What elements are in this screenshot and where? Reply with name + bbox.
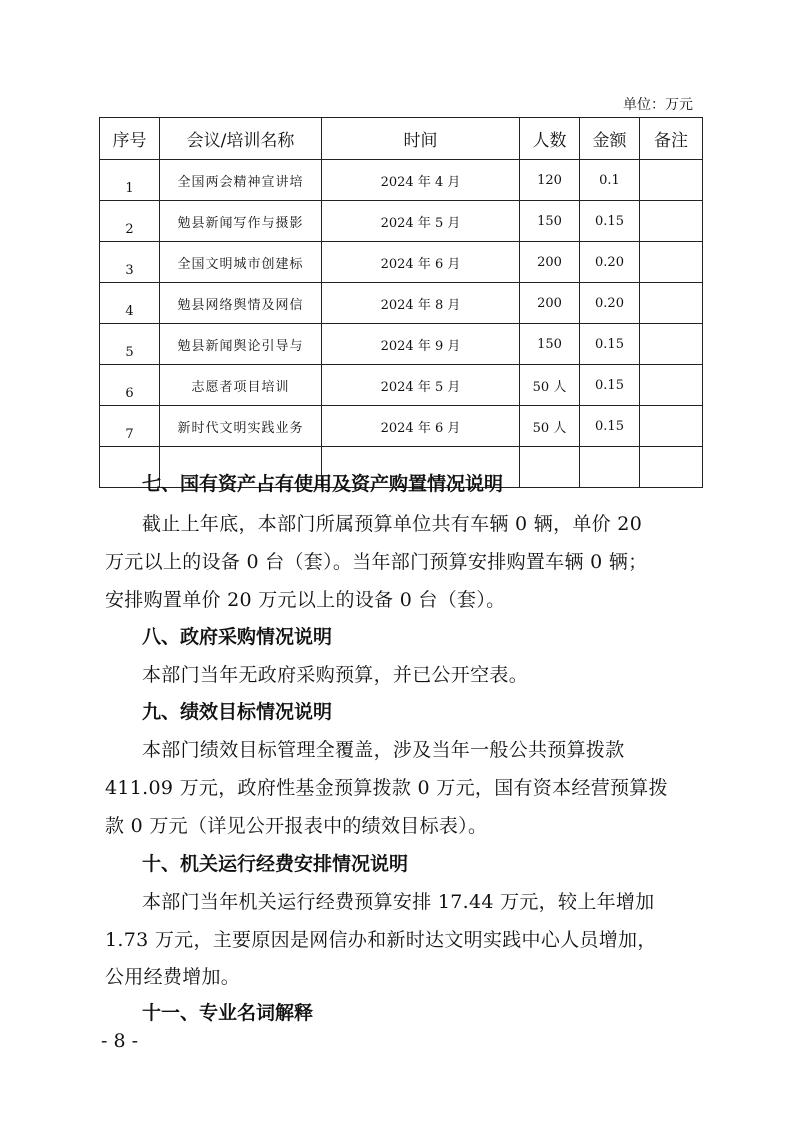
section-10-line-1: 本部门当年机关运行经费预算安排 17.44 万元，较上年增加 xyxy=(142,891,655,913)
cell-amount: 0.1 xyxy=(580,160,640,201)
cell-people: 150 xyxy=(520,201,580,242)
cell-time: 2024 年 5 月 xyxy=(322,201,520,242)
section-7-line-2: 万元以上的设备 0 台（套）。当年部门预算安排购置车辆 0 辆； xyxy=(105,551,648,573)
cell-time: 2024 年 6 月 xyxy=(322,242,520,283)
cell-no: 4 xyxy=(100,283,160,324)
table-row xyxy=(100,324,703,365)
section-8-line-1: 本部门当年无政府采购预算，并已公开空表。 xyxy=(142,664,529,686)
col-header-note: 备注 xyxy=(640,118,703,160)
cell-no: 1 xyxy=(100,160,160,201)
col-header-people: 人数 xyxy=(520,118,580,160)
section-7-line-3: 安排购置单价 20 万元以上的设备 0 台（套）。 xyxy=(105,589,506,611)
cell-note xyxy=(640,201,703,242)
cell-people xyxy=(520,447,580,488)
cell-amount: 0.20 xyxy=(580,283,640,324)
cell-amount: 0.20 xyxy=(580,242,640,283)
section-10-line-3: 公用经费增加。 xyxy=(105,966,241,988)
section-11-heading: 十一、专业名词解释 xyxy=(142,1002,314,1024)
cell-amount: 0.15 xyxy=(580,406,640,447)
cell-amount: 0.15 xyxy=(580,365,640,406)
cell-people: 120 xyxy=(520,160,580,201)
cell-no: 7 xyxy=(100,406,160,447)
cell-amount: 0.15 xyxy=(580,324,640,365)
section-9-line-2: 411.09 万元，政府性基金预算拨款 0 万元，国有资本经营预算拨 xyxy=(105,777,668,799)
cell-no: 6 xyxy=(100,365,160,406)
cell-name: 新时代文明实践业务 xyxy=(160,406,322,447)
section-8-heading: 八、政府采购情况说明 xyxy=(142,626,333,648)
cell-note xyxy=(640,242,703,283)
cell-time: 2024 年 9 月 xyxy=(322,324,520,365)
cell-time: 2024 年 8 月 xyxy=(322,283,520,324)
cell-name: 勉县网络舆情及网信 xyxy=(160,283,322,324)
col-header-time: 时间 xyxy=(322,118,520,160)
table-row xyxy=(100,283,703,324)
cell-name: 勉县新闻写作与摄影 xyxy=(160,201,322,242)
cell-people: 150 xyxy=(520,324,580,365)
cell-no: 3 xyxy=(100,242,160,283)
section-10-line-2: 1.73 万元，主要原因是网信办和新时达文明实践中心人员增加， xyxy=(105,929,657,951)
page-number: - 8 - xyxy=(101,1030,139,1052)
section-9-line-3: 款 0 万元（详见公开报表中的绩效目标表）。 xyxy=(105,815,488,837)
section-9-line-1: 本部门绩效目标管理全覆盖，涉及当年一般公共预算拨款 xyxy=(142,739,625,761)
section-7-line-1: 截止上年底，本部门所属预算单位共有车辆 0 辆，单价 20 xyxy=(142,513,643,535)
table-row xyxy=(100,406,703,447)
cell-note xyxy=(640,324,703,365)
cell-amount: 0.15 xyxy=(580,201,640,242)
cell-no: 2 xyxy=(100,201,160,242)
cell-time: 2024 年 4 月 xyxy=(322,160,520,201)
cell-name: 全国两会精神宣讲培 xyxy=(160,160,322,201)
cell-note xyxy=(640,447,703,488)
section-9-heading: 九、绩效目标情况说明 xyxy=(142,701,333,723)
col-header-name: 会议/培训名称 xyxy=(160,118,322,160)
table-header-row xyxy=(100,118,703,160)
table-row xyxy=(100,365,703,406)
cell-people: 50 人 xyxy=(520,406,580,447)
cell-amount xyxy=(580,447,640,488)
cell-time: 2024 年 5 月 xyxy=(322,365,520,406)
col-header-amount: 金额 xyxy=(580,118,640,160)
section-7-heading: 七、国有资产占有使用及资产购置情况说明 xyxy=(142,473,504,495)
cell-people: 50 人 xyxy=(520,365,580,406)
cell-name: 志愿者项目培训 xyxy=(160,365,322,406)
cell-note xyxy=(640,406,703,447)
cell-note xyxy=(640,160,703,201)
table-row xyxy=(100,160,703,201)
table-row xyxy=(100,242,703,283)
table-unit-label: 单位：万元 xyxy=(623,97,693,113)
cell-time: 2024 年 6 月 xyxy=(322,406,520,447)
training-table xyxy=(99,117,703,488)
cell-note xyxy=(640,283,703,324)
col-header-no: 序号 xyxy=(100,118,160,160)
cell-no: 5 xyxy=(100,324,160,365)
table-row xyxy=(100,201,703,242)
section-10-heading: 十、机关运行经费安排情况说明 xyxy=(142,853,409,875)
cell-people: 200 xyxy=(520,242,580,283)
cell-people: 200 xyxy=(520,283,580,324)
cell-name: 全国文明城市创建标 xyxy=(160,242,322,283)
cell-note xyxy=(640,365,703,406)
cell-name: 勉县新闻舆论引导与 xyxy=(160,324,322,365)
